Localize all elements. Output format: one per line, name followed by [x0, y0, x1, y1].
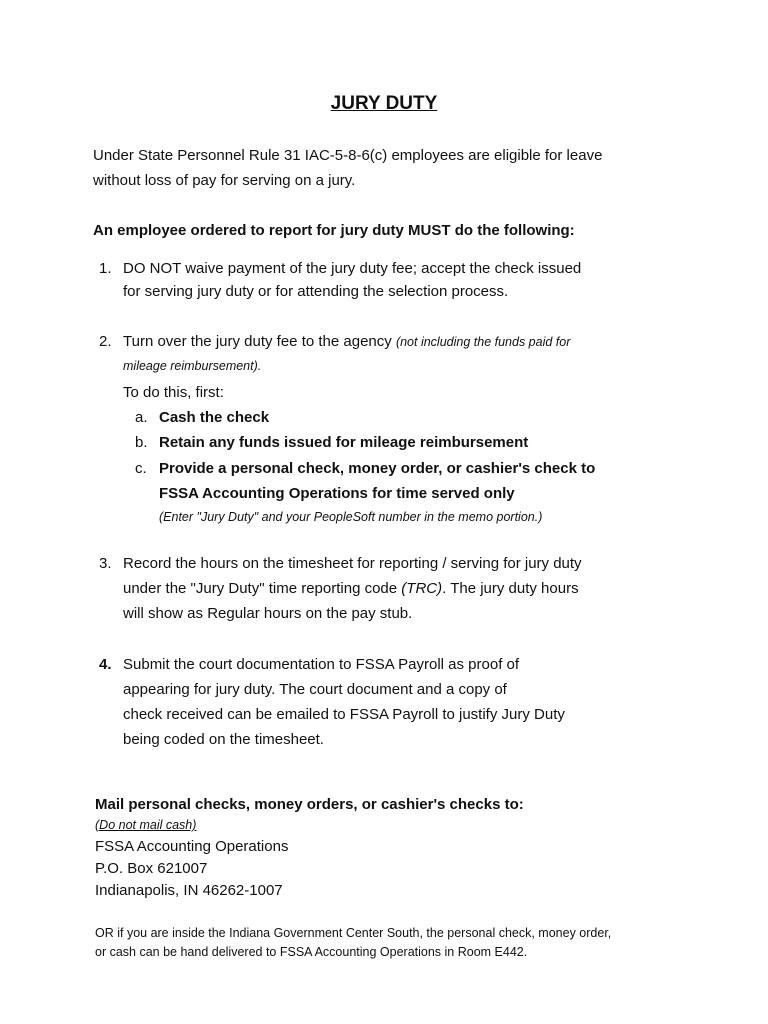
sub-item-a: Cash the check: [159, 409, 270, 426]
item-2-main-text: Turn over the jury duty fee to the agency: [123, 333, 396, 350]
item-4-line-2: appearing for jury duty. The court document and a copy of: [123, 681, 507, 698]
item-number: 1.: [99, 260, 112, 277]
sub-item-c-line-1: Provide a personal check, money order, or cashier's check to: [159, 460, 596, 477]
item-1-line-2: for serving jury duty or for attending the selection process.: [123, 283, 509, 300]
lead-instruction: An employee ordered to report for jury duty MUST do the following:: [93, 222, 575, 239]
footer-line-2: or cash can be hand delivered to FSSA Accounting Operations in Room E442.: [95, 945, 528, 959]
item-4-line-3: check received can be emailed to FSSA Payroll to justify Jury Duty: [123, 706, 565, 723]
item-4-line-4: being coded on the timesheet.: [123, 731, 324, 748]
item-2-note: (not including the funds paid for: [395, 335, 571, 349]
mail-heading: Mail personal checks, money orders, or cashier's checks to:: [95, 796, 524, 813]
item-1-line-1: DO NOT waive payment of the jury duty fee; accept the check issued: [123, 260, 582, 277]
item-3-text-a: under the "Jury Duty" time reporting code: [123, 580, 402, 597]
intro-line-2: without loss of pay for serving on a jury.: [93, 172, 356, 189]
sub-item-c-line-2: FSSA Accounting Operations for time served only: [159, 485, 515, 502]
item-2-note-line-2: mileage reimbursement).: [123, 359, 262, 373]
sub-letter: c.: [135, 460, 147, 477]
page-title: JURY DUTY: [330, 93, 438, 114]
item-3-line-2: [123, 576, 579, 601]
sub-letter: a.: [135, 409, 148, 426]
item-2-todo: To do this, first:: [123, 384, 224, 401]
address-line-1: FSSA Accounting Operations: [95, 838, 289, 855]
item-2-line-1: [123, 329, 570, 355]
item-number: 4.: [99, 656, 112, 673]
item-number: 2.: [99, 333, 112, 350]
mail-note: (Do not mail cash): [95, 818, 197, 832]
item-number: 3.: [99, 555, 112, 572]
sub-letter: b.: [135, 434, 148, 451]
footer-line-1: OR if you are inside the Indiana Government Center South, the personal check, money order,: [95, 926, 612, 940]
item-4-line-1: Submit the court documentation to FSSA Payroll as proof of: [123, 656, 520, 673]
sub-item-b: Retain any funds issued for mileage reimbursement: [159, 434, 529, 451]
item-3-line-1: Record the hours on the timesheet for reporting / serving for jury duty: [123, 555, 582, 572]
address-line-2: P.O. Box 621007: [95, 860, 208, 877]
address-line-3: Indianapolis, IN 46262-1007: [95, 882, 283, 899]
item-3-text-c: . The jury duty hours: [442, 580, 579, 597]
item-3-line-3: will show as Regular hours on the pay stub.: [123, 605, 413, 622]
trc-code: (TRC): [401, 580, 443, 597]
intro-line-1: Under State Personnel Rule 31 IAC-5-8-6(c) employees are eligible for leave: [93, 147, 603, 164]
memo-note: (Enter "Jury Duty" and your PeopleSoft number in the memo portion.): [159, 510, 543, 524]
